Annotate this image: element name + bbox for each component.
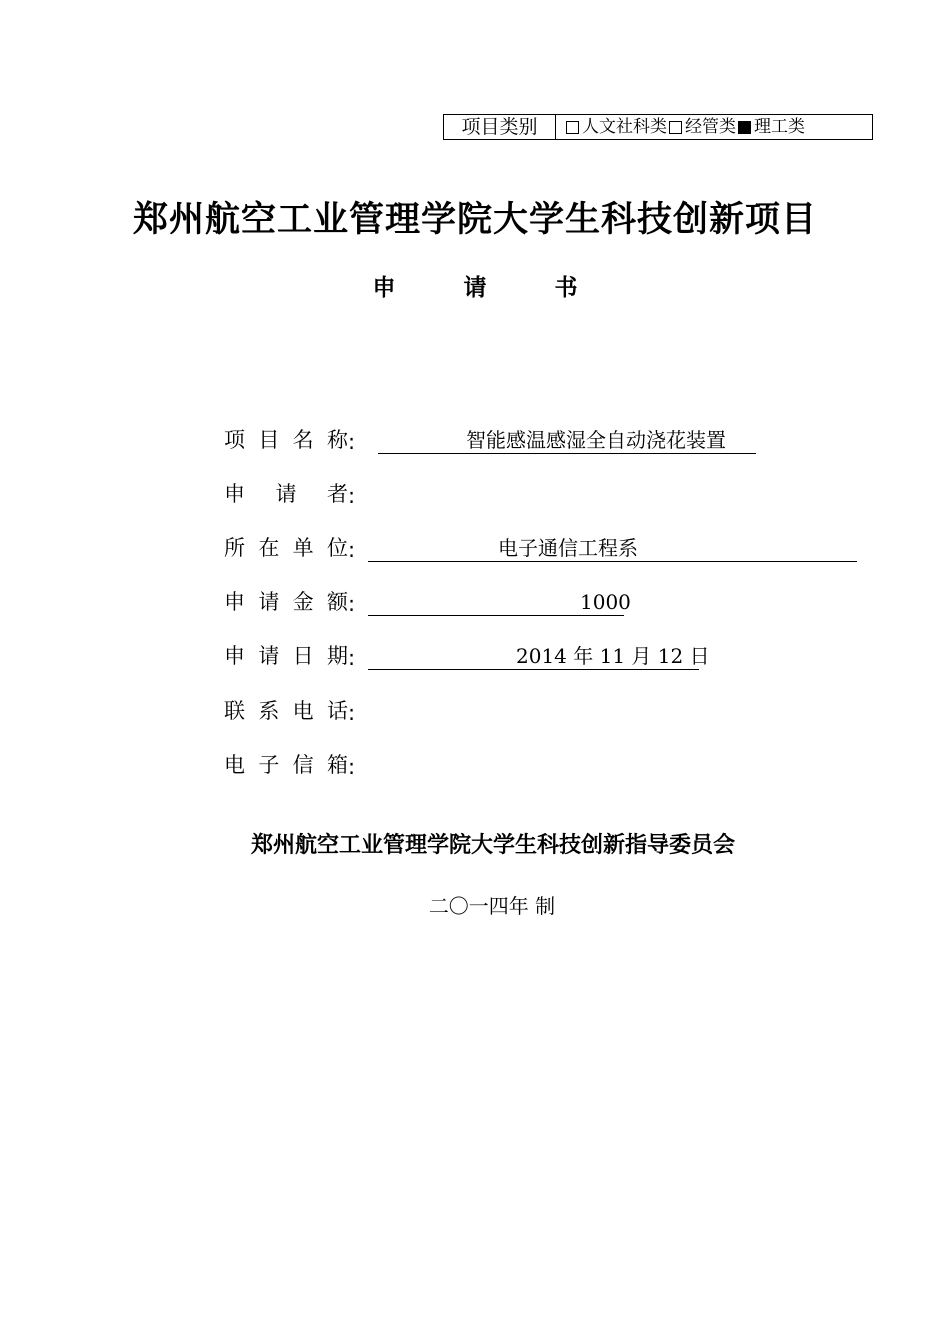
field-project-name: 项 目 名 称 : 智能感温感湿全自动浇花装置 [224, 424, 756, 454]
category-option-humanities: 人文社科类 [582, 117, 667, 137]
category-options [556, 115, 872, 139]
checkbox-icon[interactable] [566, 121, 579, 134]
document-title: 郑州航空工业管理学院大学生科技创新项目 [132, 200, 817, 240]
field-phone: 联 系 电 话 : [224, 695, 366, 725]
department-field[interactable]: 电子通信工程系 [368, 534, 857, 562]
category-option-engineering: 理工类 [754, 117, 805, 137]
date-field[interactable]: 2014 年 11 月 12 日 [368, 642, 699, 670]
subtitle-char: 书 [554, 275, 578, 301]
field-department: 所 在 单 位 : 电子通信工程系 [224, 532, 857, 562]
field-label: 申 请 金 额 [224, 590, 348, 614]
document-subtitle [0, 269, 950, 302]
field-applicant: 申 请 者 : [224, 478, 366, 508]
subtitle-char: 请 [463, 275, 487, 301]
field-date: 申 请 日 期 : 2014 年 11 月 12 日 [224, 640, 699, 670]
issue-date: 二〇一四年 制 [428, 894, 556, 918]
amount-field[interactable]: 1000 [368, 588, 624, 616]
checkbox-checked-icon[interactable] [738, 121, 751, 134]
field-amount: 申 请 金 额 : 1000 [224, 586, 624, 616]
project-name-field[interactable]: 智能感温感湿全自动浇花装置 [378, 426, 756, 454]
category-label: 项目类别 [444, 115, 556, 139]
category-option-management: 经管类 [685, 117, 736, 137]
project-category-table [443, 114, 873, 140]
field-label: 申 请 日 期 [224, 644, 348, 668]
field-label: 电 子 信 箱 [224, 753, 348, 777]
field-label: 项 目 名 称 [224, 428, 348, 452]
checkbox-icon[interactable] [669, 121, 682, 134]
field-email: 电 子 信 箱 : [224, 749, 366, 779]
field-label: 申 请 者 [224, 482, 348, 506]
field-label: 所 在 单 位 [224, 536, 348, 560]
subtitle-char: 申 [372, 275, 396, 301]
field-label: 联 系 电 话 [224, 699, 348, 723]
committee-name: 郑州航空工业管理学院大学生科技创新指导委员会 [250, 833, 735, 858]
